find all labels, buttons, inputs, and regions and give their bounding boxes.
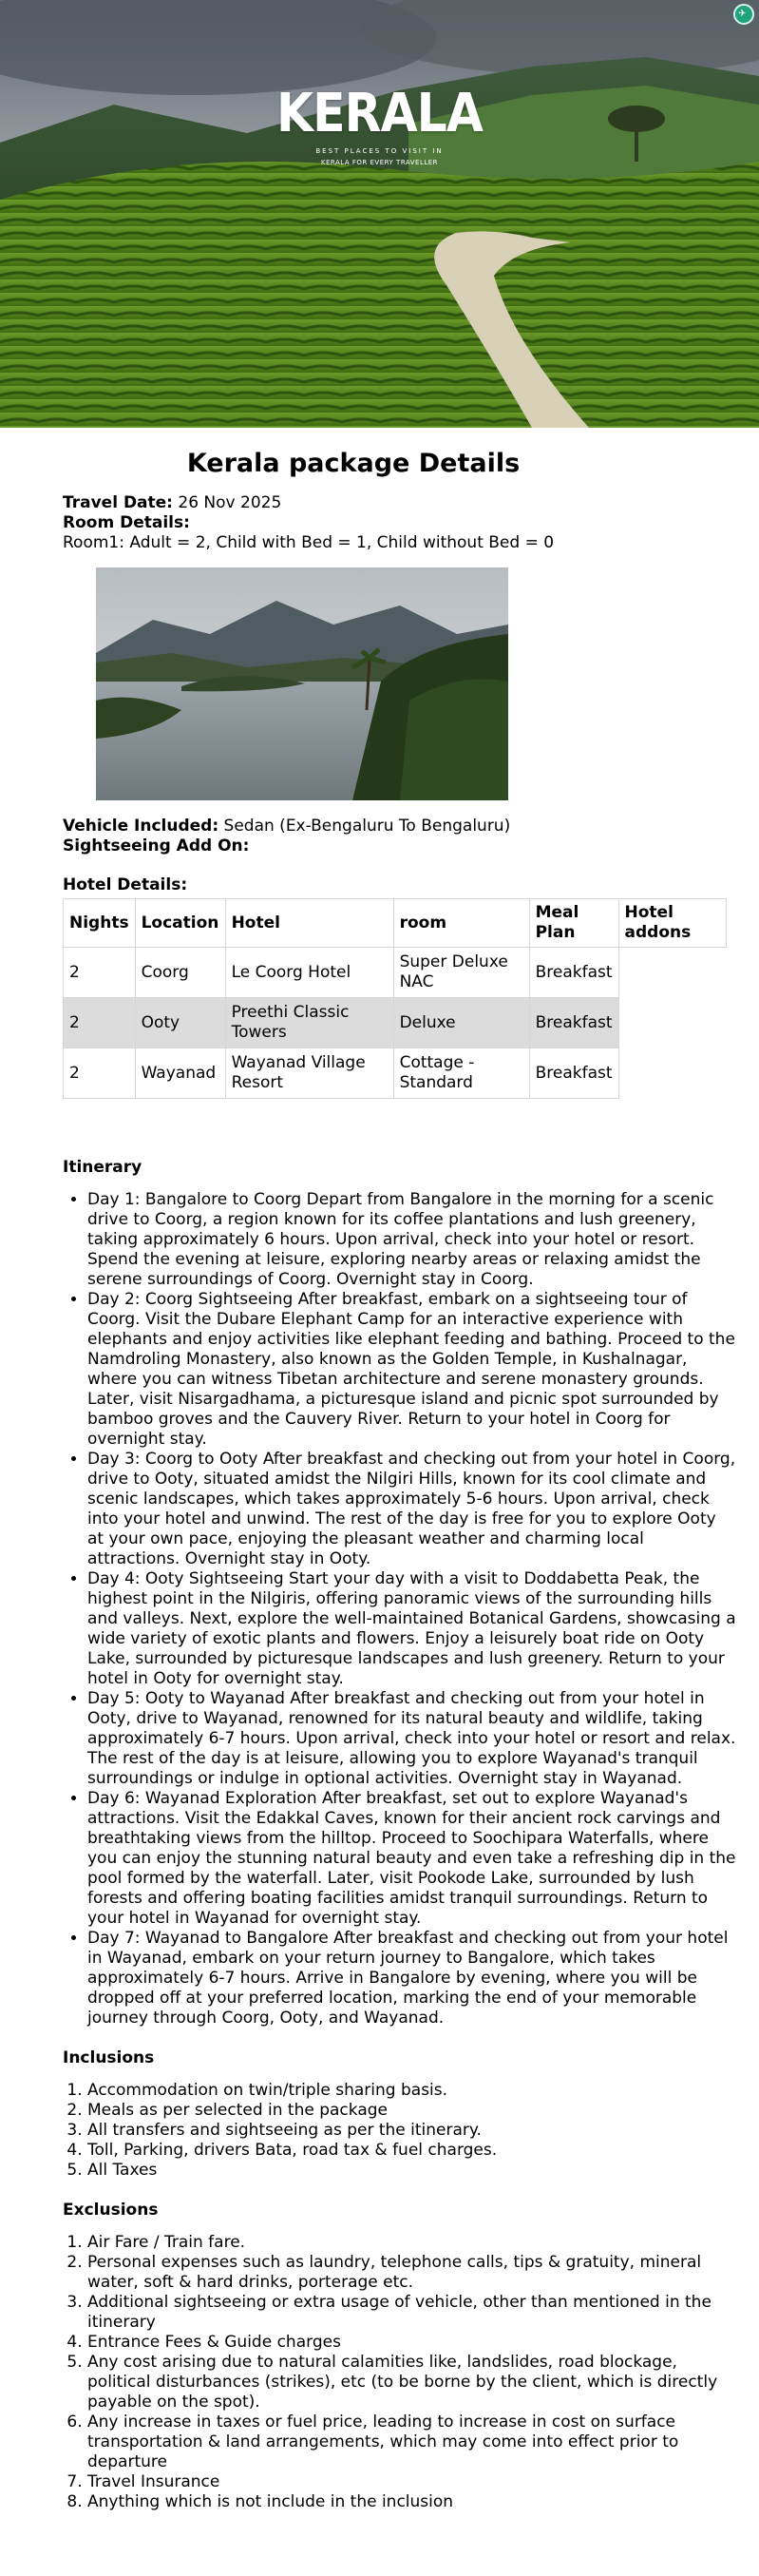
cell-nights: 2	[64, 948, 136, 998]
cell-room: Cottage - Standard	[393, 1048, 529, 1099]
vehicle-label: Vehicle Included:	[63, 817, 219, 836]
cell-room: Super Deluxe NAC	[393, 948, 529, 998]
travel-date-line	[63, 493, 737, 513]
cell-hotel: Preethi Classic Towers	[225, 998, 393, 1048]
list-item: 3. All transfers and sightseeing as per the itinerary.	[87, 2121, 737, 2141]
list-item: 6. Any increase in taxes or fuel price, leading to increase in cost on surface transportation & land arrangements, which may come into effect prior to departure	[87, 2413, 737, 2472]
sightseeing-label: Sightseeing Add On:	[63, 836, 250, 855]
exclusions-title: Exclusions	[63, 2201, 159, 2220]
cell-location: Coorg	[135, 948, 225, 998]
page-title: Kerala package Details	[186, 449, 521, 478]
tea-plantation-image	[0, 0, 759, 428]
list-item: 2. Personal expenses such as laundry, telephone calls, tips & gratuity, mineral water, soft & hard drinks, porterage etc.	[87, 2253, 737, 2293]
list-item: • Day 6: Wayanad Exploration After breakfast, set out to explore Wayanad's attractions. Visit the Edakkal Caves, known for their ancient rock carvings and breathtaking views from the hilltop. Proceed to Soochipara Waterfalls, where you can enjoy the stunning natural beauty and even take a refreshing dip in the pool formed by the waterfall. Later, visit Pookode Lake, surrounded by lush forests and offering boating facilities amidst tranquil surroundings. Return to your hotel in Wayanad for overnight stay.	[87, 1789, 737, 1929]
list-item: 4. Entrance Fees & Guide charges	[87, 2333, 737, 2353]
list-item: 1. Accommodation on twin/triple sharing basis.	[87, 2081, 737, 2101]
list-item: • Day 2: Coorg Sightseeing After breakfast, embark on a sightseeing tour of Coorg. Visit the Dubare Elephant Camp for an interactive experience with elephants and enjoy activities like elephant feeding and bathing. Proceed to the Namdroling Monastery, also known as the Golden Temple, in Kushalnagar, where you can witness Tibetan architecture and serene monastery grounds. Later, visit Nisargadhama, a picturesque island and picnic spot surrounded by bamboo groves and the Cauvery River. Return to your hotel in Coorg for overnight stay.	[87, 1290, 737, 1450]
cell-meal-plan: Breakfast	[529, 948, 618, 998]
travel-date-label: Travel Date:	[63, 493, 173, 512]
vehicle-value: Sedan (Ex-Bengaluru To Bengaluru)	[223, 817, 511, 836]
package-details	[63, 428, 737, 2512]
hotel-table	[63, 898, 727, 1099]
cell-hotel: Le Coorg Hotel	[225, 948, 393, 998]
list-item: 5. Any cost arising due to natural calamities like, landslides, road blockage, political disturbances (strikes), etc (to be borne by the client, which is directly payable on the spot).	[87, 2353, 737, 2413]
room-details-value: Room1: Adult = 2, Child with Bed = 1, Child without Bed = 0	[63, 533, 555, 552]
cell-room: Deluxe	[393, 998, 529, 1048]
list-item: • Day 1: Bangalore to Coorg Depart from Bangalore in the morning for a scenic drive to Coorg, a region known for its coffee plantations and lush greenery, taking approximately 6 hours. Upon arrival, check into your hotel or resort. Spend the evening at leisure, exploring nearby areas or relaxing amidst the serene surroundings of Coorg. Overnight stay in Coorg.	[87, 1190, 737, 1290]
cell-nights: 2	[64, 998, 136, 1048]
room-details-label: Room Details:	[63, 513, 190, 532]
table-row	[64, 998, 727, 1048]
list-item: 3. Additional sightseeing or extra usage of vehicle, other than mentioned in the itinerary	[87, 2293, 737, 2333]
list-item: 2. Meals as per selected in the package	[87, 2101, 737, 2121]
hero-subtitle-line1: BEST PLACES TO VISIT IN	[315, 147, 444, 155]
hotel-table-header	[64, 899, 727, 948]
hotel-details-title: Hotel Details:	[63, 875, 188, 894]
list-item: • Day 3: Coorg to Ooty After breakfast and checking out from your hotel in Coorg, drive to Ooty, situated amidst the Nilgiri Hills, known for its cool climate and scenic landscapes, which takes approximately 5-6 hours. Upon arrival, check into your hotel and unwind. The rest of the day is free for you to explore Ooty at your own pace, enjoying the pleasant weather and charming local attractions. Overnight stay in Ooty.	[87, 1450, 737, 1569]
list-item: 4. Toll, Parking, drivers Bata, road tax & fuel charges.	[87, 2141, 737, 2161]
table-row	[64, 1048, 727, 1099]
vehicle-line	[63, 817, 737, 836]
list-item: 1. Air Fare / Train fare.	[87, 2233, 737, 2253]
column-header-location: Location	[135, 899, 225, 948]
cell-meal-plan: Breakfast	[529, 1048, 618, 1099]
itinerary-title: Itinerary	[63, 1158, 142, 1177]
brand-badge-icon: ✈	[733, 4, 754, 25]
list-item: • Day 7: Wayanad to Bangalore After breakfast and checking out from your hotel in Wayanad, embark on your return journey to Bangalore, which takes approximately 6-7 hours. Arrive in Bangalore by evening, where you will be dropped off at your preferred location, marking the end of your memorable journey through Coorg, Ooty, and Wayanad.	[87, 1929, 737, 2028]
list-item: 7. Travel Insurance	[87, 2472, 737, 2492]
cell-location: Ooty	[135, 998, 225, 1048]
column-header-nights: Nights	[64, 899, 136, 948]
column-header-room: room	[393, 899, 529, 948]
hero-banner	[0, 0, 759, 428]
list-item: • Day 4: Ooty Sightseeing Start your day with a visit to Doddabetta Peak, the highest point in the Nilgiris, offering panoramic views of the surrounding hills and valleys. Next, explore the well-maintained Botanical Gardens, showcasing a wide variety of exotic plants and flowers. Enjoy a leisurely boat ride on Ooty Lake, surrounded by picturesque landscapes and lush greenery. Return to your hotel in Ooty for overnight stay.	[87, 1569, 737, 1689]
sightseeing-line	[63, 836, 737, 856]
lake-photo	[96, 567, 508, 800]
list-item: • Day 5: Ooty to Wayanad After breakfast and checking out from your hotel in Ooty, drive to Wayanad, renowned for its natural beauty and wildlife, taking approximately 6-7 hours. Upon arrival, check into your hotel or resort and relax. The rest of the day is at leisure, allowing you to explore Wayanad's tranquil surroundings or indulge in optional activities. Overnight stay in Wayanad.	[87, 1689, 737, 1789]
hero-title: KERALA	[275, 83, 484, 144]
travel-date-value: 26 Nov 2025	[178, 493, 282, 512]
cell-nights: 2	[64, 1048, 136, 1099]
inclusions-title: Inclusions	[63, 2048, 155, 2067]
column-header-meal-plan: Meal Plan	[529, 899, 618, 948]
cell-location: Wayanad	[135, 1048, 225, 1099]
itinerary-list	[63, 1190, 737, 2028]
cell-hotel: Wayanad Village Resort	[225, 1048, 393, 1099]
list-item: 5. All Taxes	[87, 2161, 737, 2181]
column-header-hotel-addons: Hotel addons	[618, 899, 726, 948]
inclusions-list	[63, 2081, 737, 2181]
exclusions-list	[63, 2233, 737, 2512]
room-details-label-line	[63, 513, 737, 533]
hero-subtitle-line2: KERALA FOR EVERY TRAVELLER	[320, 159, 439, 166]
list-item: 8. Anything which is not include in the inclusion	[87, 2492, 737, 2512]
table-row	[64, 948, 727, 998]
cell-meal-plan: Breakfast	[529, 998, 618, 1048]
column-header-hotel: Hotel	[225, 899, 393, 948]
